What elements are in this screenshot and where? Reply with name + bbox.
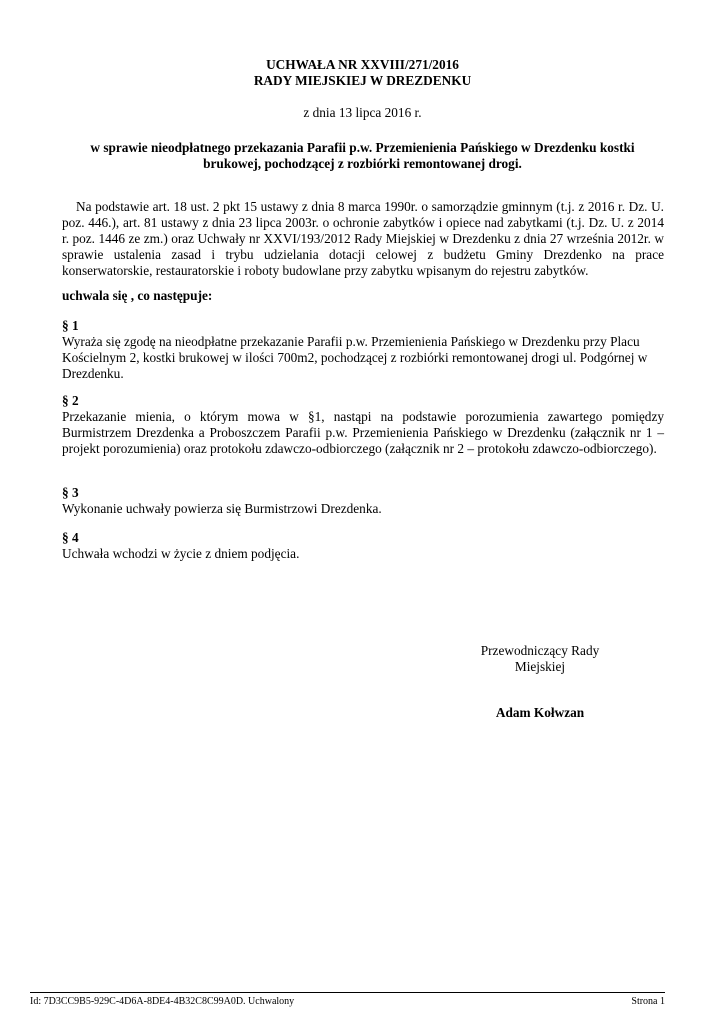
section-number: § 3 (62, 485, 79, 500)
footer-divider (30, 992, 665, 993)
section-2 (62, 393, 664, 457)
page-number: Strona 1 (631, 996, 665, 1007)
section-text: Wykonanie uchwały powierza się Burmistrzowi Drezdenka. (62, 501, 382, 516)
section-text: Uchwała wchodzi w życie z dniem podjęcia. (62, 546, 300, 561)
section-number: § 4 (62, 530, 79, 545)
signatory-name: Adam Kołwzan (495, 705, 585, 720)
section-1 (62, 318, 664, 382)
resolution-date: z dnia 13 lipca 2016 r. (303, 105, 422, 120)
signatory-role-line1: Przewodniczący Rady (480, 643, 600, 658)
section-number: § 2 (62, 393, 79, 408)
legal-basis-paragraph: Na podstawie art. 18 ust. 2 pkt 15 ustawy z dnia 8 marca 1990r. o samorządzie gminnym (t.j. z 2016 r. Dz. U. poz. 446.), art. 81 ustawy z dnia 23 lipca 2003r. o ochronie zabytków i opiece nad zabytkami (t.j. Dz. U. z 2014 r. poz. 1446 ze zm.) oraz Uchwały nr XXVI/193/2012 Rady Miejskiej w Drezdenku z dnia 27 września 2012r. w sprawie ustalenia zasad i trybu udzielania dotacji celowej z budżetu Gminy Drezdenko na prace konserwatorskie, restauratorskie i roboty budowlane przy zabytku wpisanym do rejestru zabytków. (62, 199, 664, 278)
document-id: Id: 7D3CC9B5-929C-4D6A-8DE4-4B32C8C99A0D. Uchwalony (30, 996, 295, 1007)
section-text: Przekazanie mienia, o którym mowa w §1, nastąpi na podstawie porozumienia zawartego pomiędzy Burmistrzem Drezdenka a Proboszczem Parafii p.w. Przemienienia Pańskiego w Drezdenku (załącznik nr 1 – projekt porozumienia) oraz protokołu zdawczo-odbiorczego (załącznik nr 2 – protokołu zdawczo-odbiorczego). (62, 409, 664, 456)
section-4 (62, 530, 664, 562)
resolution-subject: w sprawie nieodpłatnego przekazania Parafii p.w. Przemienienia Pańskiego w Drezdenku kostki brukowej, pochodzącej z rozbiórki remontowanej drogi. (90, 140, 635, 171)
resolution-title: UCHWAŁA NR XXVIII/271/2016 (266, 57, 459, 72)
resolves-heading: uchwala się , co następuje: (62, 288, 213, 303)
section-text: Wyraża się zgodę na nieodpłatne przekazanie Parafii p.w. Przemienienia Pańskiego w Drezdenku przy Placu Kościelnym 2, kostki brukowej w ilości 700m2, pochodzącej z rozbiórki remontowanej drogi ul. Podgórnej w Drezdenku. (62, 334, 648, 381)
section-number: § 1 (62, 318, 79, 333)
signatory-role (440, 643, 640, 675)
section-3 (62, 485, 664, 517)
signatory-role-line2: Miejskiej (514, 659, 566, 674)
council-name: RADY MIEJSKIEJ W DREZDENKU (253, 73, 472, 88)
